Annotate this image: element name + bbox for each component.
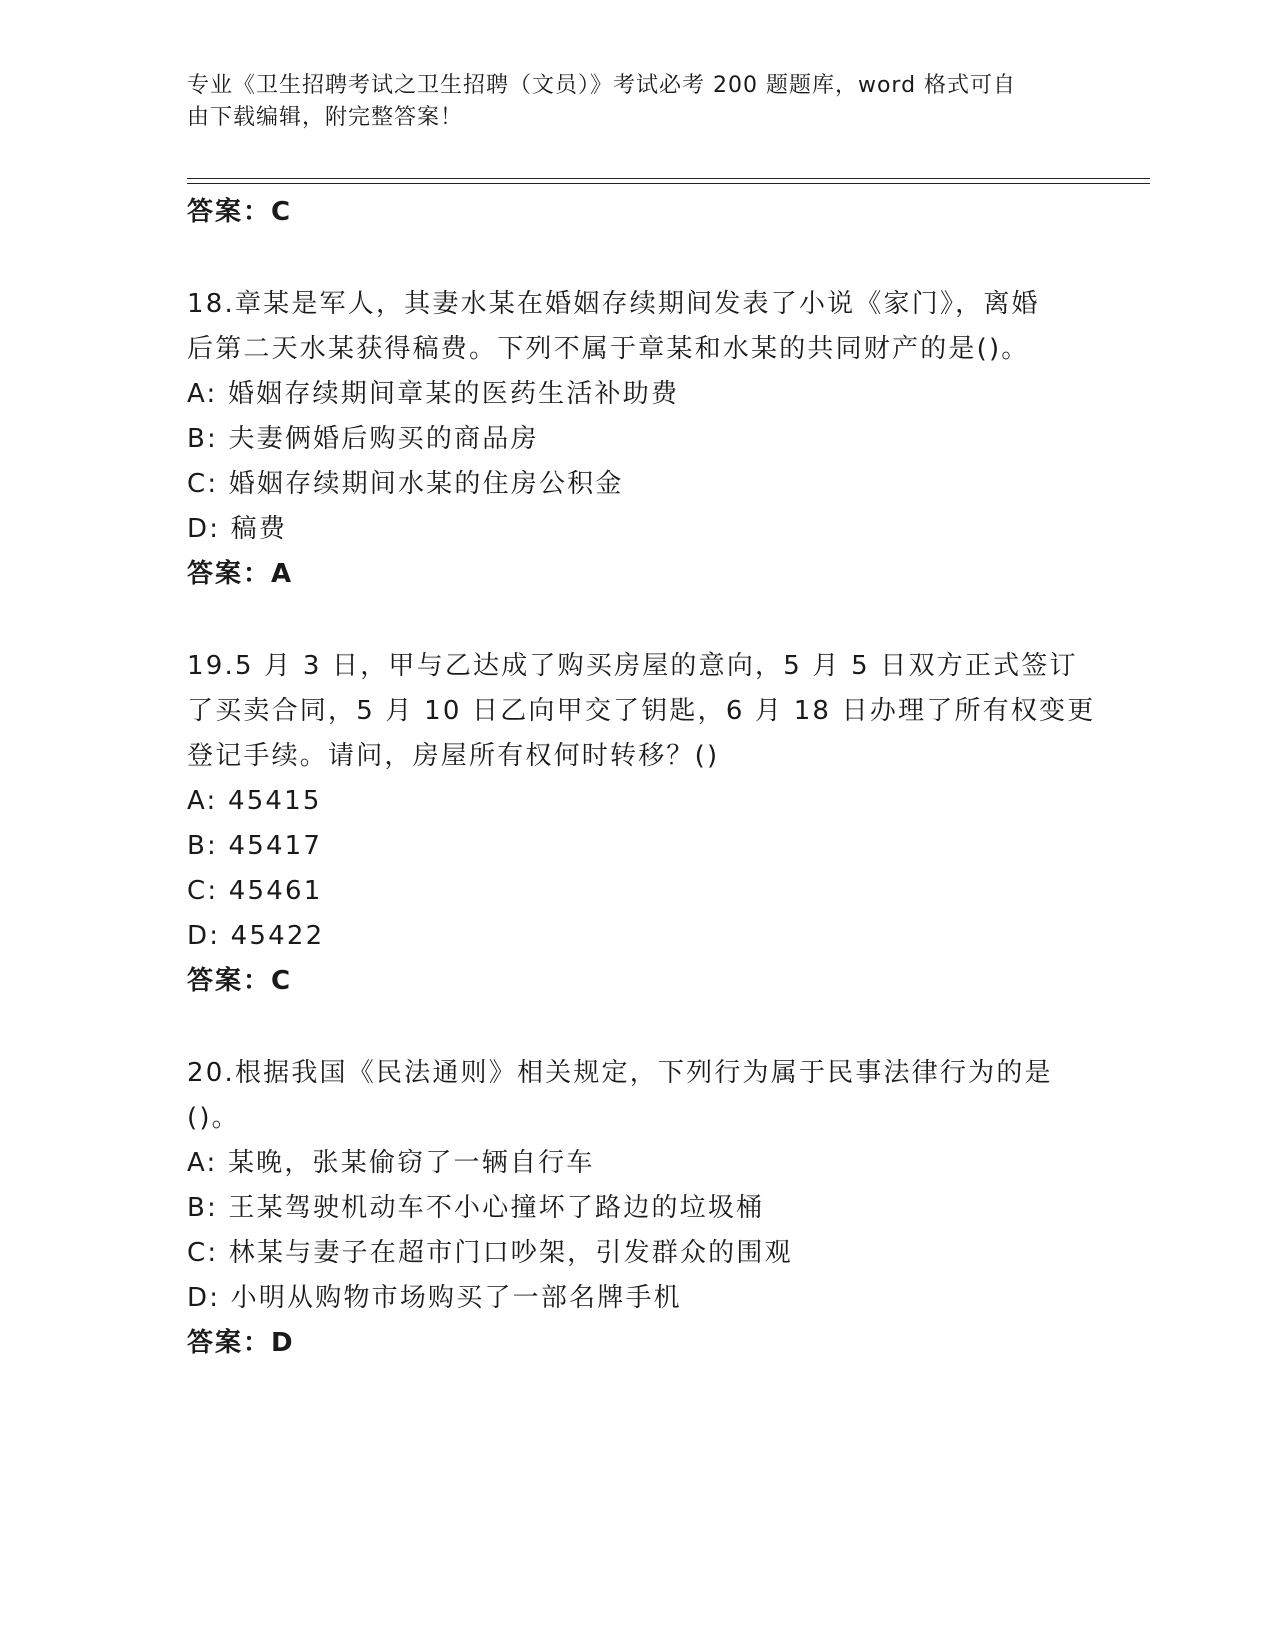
question-block xyxy=(187,282,1087,597)
option-d: D: 45422 xyxy=(187,921,325,951)
header-line: 专业《卫生招聘考试之卫生招聘（文员）》考试必考 200 题题库，word 格式可自 xyxy=(187,73,1017,98)
option-b: B: 45417 xyxy=(187,831,323,861)
question-text: 登记手续。请问，房屋所有权何时转移？() xyxy=(187,741,720,771)
option-d: D: 稿费 xyxy=(187,514,288,544)
option-a: A: 45415 xyxy=(187,786,322,816)
question-text: 后第二天水某获得稿费。下列不属于章某和水某的共同财产的是()。 xyxy=(187,334,1030,364)
question-text: 18.章某是军人，其妻水某在婚姻存续期间发表了小说《家门》，离婚 xyxy=(187,289,1040,319)
question-text: 了买卖合同，5 月 10 日乙向甲交了钥匙，6 月 18 日办理了所有权变更 xyxy=(187,696,1096,726)
answer-line: 答案：C xyxy=(187,966,293,996)
answer-line: 答案：D xyxy=(187,1328,295,1358)
header-divider xyxy=(187,178,1150,179)
option-c: C: 林某与妻子在超市门口吵架，引发群众的围观 xyxy=(187,1238,793,1268)
document-header xyxy=(187,70,1077,134)
option-d: D: 小明从购物市场购买了一部名牌手机 xyxy=(187,1283,682,1313)
header-divider xyxy=(187,183,1150,184)
question-list xyxy=(187,190,1096,1366)
question-text: 19.5 月 3 日，甲与乙达成了购买房屋的意向，5 月 5 日双方正式签订 xyxy=(187,651,1078,681)
question-text: ()。 xyxy=(187,1103,240,1133)
option-a: A: 婚姻存续期间章某的医药生活补助费 xyxy=(187,379,680,409)
option-b: B: 夫妻俩婚后购买的商品房 xyxy=(187,424,539,454)
answer-line: 答案：A xyxy=(187,559,294,589)
question-text: 20.根据我国《民法通则》相关规定，下列行为属于民事法律行为的是 xyxy=(187,1058,1053,1088)
option-c: C: 婚姻存续期间水某的住房公积金 xyxy=(187,469,624,499)
question-block xyxy=(187,644,1096,1004)
option-a: A: 某晚，张某偷窃了一辆自行车 xyxy=(187,1148,595,1178)
answer-line: 答案：C xyxy=(187,197,293,227)
option-b: B: 王某驾驶机动车不小心撞坏了路边的垃圾桶 xyxy=(187,1193,765,1223)
header-line: 由下载编辑，附完整答案！ xyxy=(187,105,464,130)
option-c: C: 45461 xyxy=(187,876,323,906)
question-block xyxy=(187,1051,1087,1366)
